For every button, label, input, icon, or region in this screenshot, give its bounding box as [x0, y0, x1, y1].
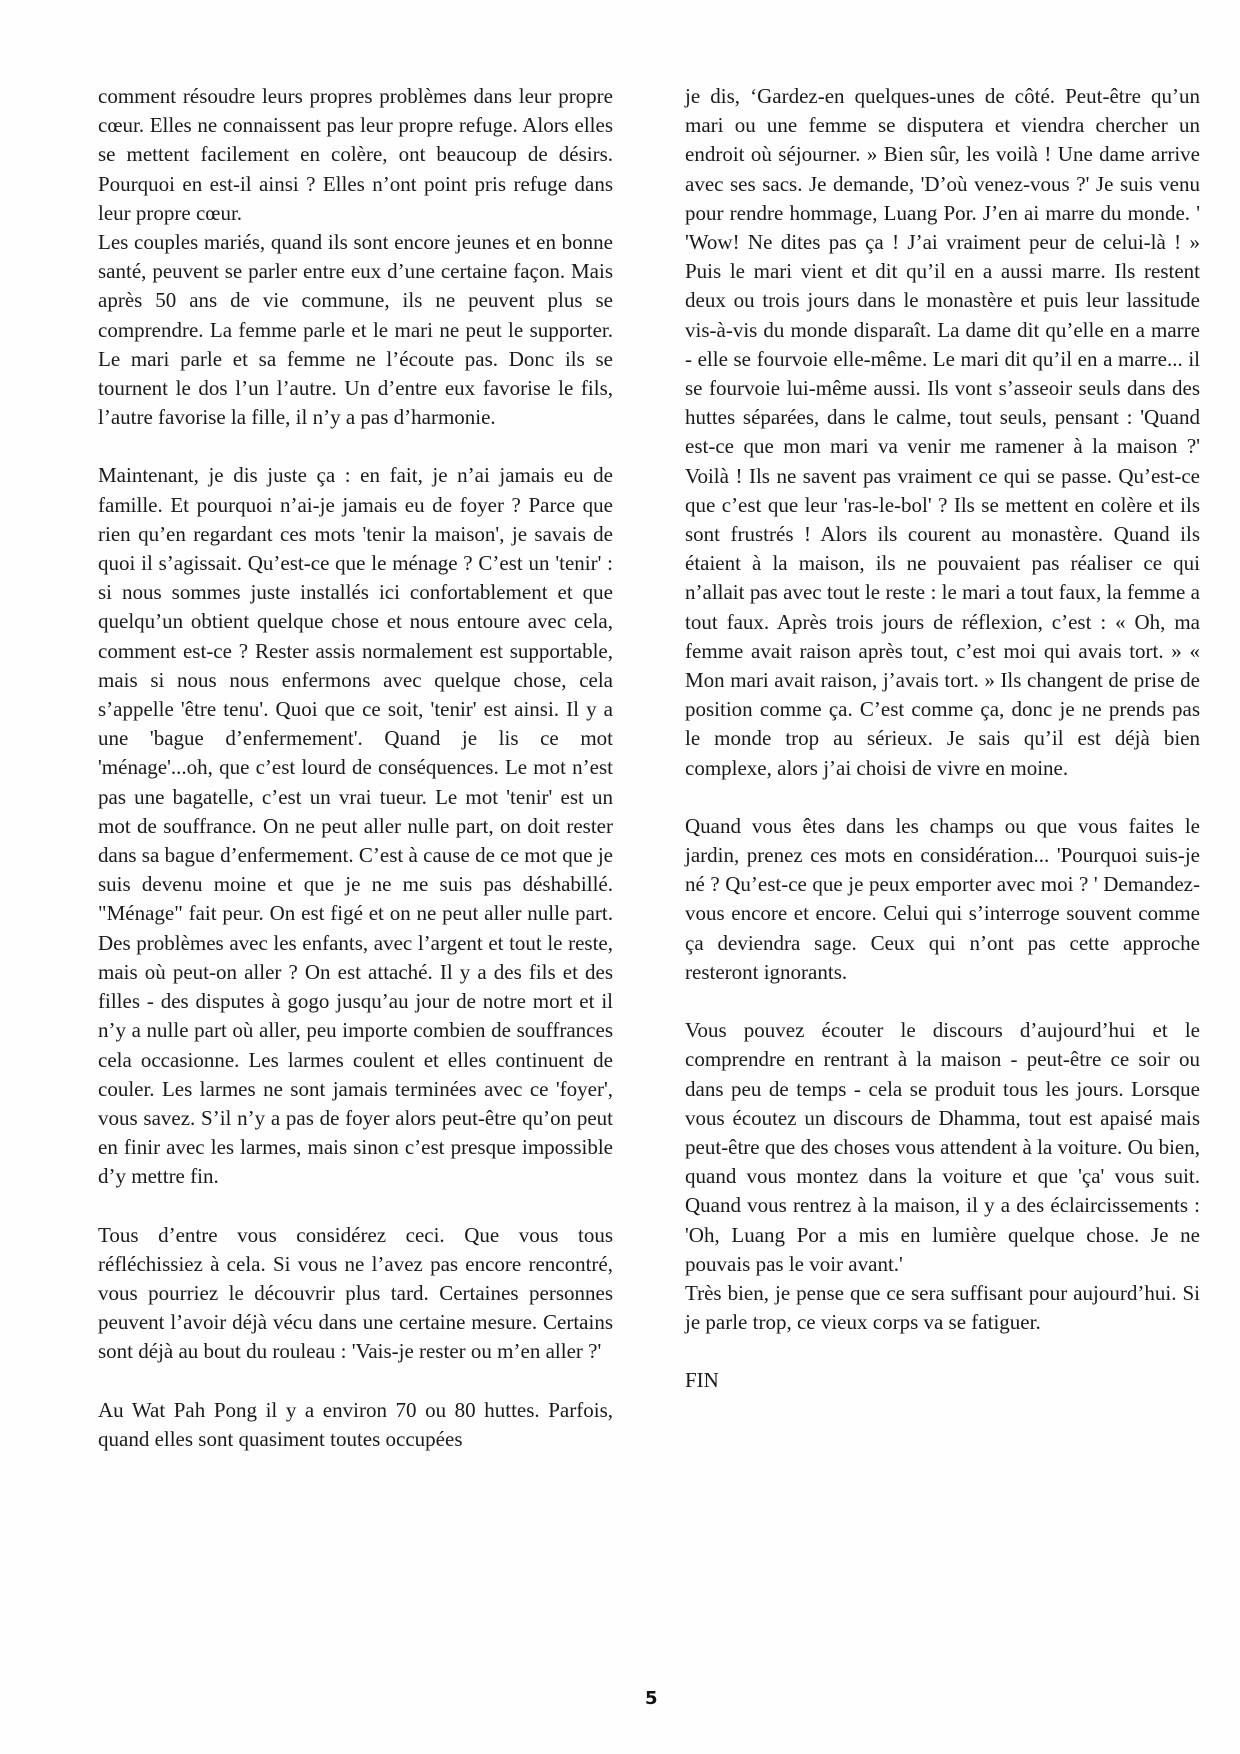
paragraph: Vous pouvez écouter le discours d’aujourd’hui et le comprendre en rentrant à la maison - peut-être ce soir ou dans peu de temps - cela se produit tous les jours. Lorsque vous écoutez un discours de Dhamma, tout est apaisé mais peut-être que des choses vous attendent à la voiture. Ou bien, quand vous montez dans la voiture et que 'ça' vous suit. Quand vous rentrez à la maison, il y a des éclaircissements : 'Oh, Luang Por a mis en lumière quelque chose. Je ne pouvais pas le voir avant.': [685, 1018, 1200, 1276]
page-number: 5: [645, 1688, 658, 1709]
right-column: [685, 82, 1200, 1396]
end-marker: FIN: [685, 1368, 719, 1393]
paragraph: Les couples mariés, quand ils sont encore jeunes et en bonne santé, peuvent se parler entre eux d’une certaine façon. Mais après 50 ans de vie commune, ils ne peuvent plus se comprendre. La femme parle et le mari ne peut le supporter. Le mari parle et sa femme ne l’écoute pas. Donc ils se tournent le dos l’un l’autre. Un d’entre eux favorise le fils, l’autre favorise la fille, il n’y a pas d’harmonie.: [98, 230, 613, 430]
paragraph: Tous d’entre vous considérez ceci. Que vous tous réfléchissiez à cela. Si vous ne l’avez pas encore rencontré, vous pourriez le découvrir plus tard. Certaines personnes peuvent l’avoir déjà vécu dans une certaine mesure. Certains sont déjà au bout du rouleau : 'Vais-je rester ou m’en aller ?': [98, 1222, 613, 1364]
paragraph: Maintenant, je dis juste ça : en fait, je n’ai jamais eu de famille. Et pourquoi n’ai-je jamais eu de foyer ? Parce que rien qu’en regardant ces mots 'tenir la maison', je savais de quoi il s’agissait. Qu’est-ce que le ménage ? C’est un 'tenir' : si nous sommes juste installés ici confortablement et que quelqu’un obtient quelque chose et nous entoure avec cela, comment est-ce ? Rester assis normalement est supportable, mais si nous nous enfermons avec quelque chose, cela s’appelle 'être tenu'. Quoi que ce soit, 'tenir' est ainsi. Il y a une 'bague d’enfermement'. Quand je lis ce mot 'ménage'...oh, que c’est lourd de conséquences. Le mot n’est pas une bagatelle, c’est un vrai tueur. Le mot 'tenir' est un mot de souffrance. On ne peut aller nulle part, on doit rester dans sa bague d’enfermement. C’est à cause de ce mot que je suis devenu moine et que je ne me suis pas déshabillé. "Ménage" fait peur. On est figé et on ne peut aller nulle part. Des problèmes avec les enfants, avec l’argent et tout le reste, mais où peut-on aller ? On est attaché. Il y a des fils et des filles - des disputes à gogo jusqu’au jour de notre mort et il n’y a nulle part où aller, peu importe combien de souffrances cela occasionne. Les larmes coulent et elles continuent de couler. Les larmes ne sont jamais terminées avec ce 'foyer', vous savez. S’il n’y a pas de foyer alors peut-être qu’on peut en finir avec les larmes, mais sinon c’est presque impossible d’y mettre fin.: [98, 463, 613, 1189]
paragraph: Très bien, je pense que ce sera suffisant pour aujourd’hui. Si je parle trop, ce vieux corps va se fatiguer.: [685, 1280, 1200, 1335]
paragraph: comment résoudre leurs propres problèmes dans leur propre cœur. Elles ne connaissent pas leur propre refuge. Alors elles se mettent facilement en colère, ont beaucoup de désirs. Pourquoi en est-il ainsi ? Elles n’ont point pris refuge dans leur propre cœur.: [98, 84, 613, 225]
left-column: [98, 82, 613, 1454]
paragraph: Au Wat Pah Pong il y a environ 70 ou 80 huttes. Parfois, quand elles sont quasiment toutes occupées: [98, 1397, 613, 1451]
paragraph: Quand vous êtes dans les champs ou que vous faites le jardin, prenez ces mots en considération... 'Pourquoi suis-je né ? Qu’est-ce que je peux emporter avec moi ? ' Demandez-vous encore et encore. Celui qui s’interroge souvent comme ça deviendra sage. Ceux qui n’ont pas cette approche resteront ignorants.: [685, 813, 1200, 984]
paragraph: je dis, ‘Gardez-en quelques-unes de côté. Peut-être qu’un mari ou une femme se disputera et viendra chercher un endroit où séjourner. » Bien sûr, les voilà ! Une dame arrive avec ses sacs. Je demande, 'D’où venez-vous ?' Je suis venu pour rendre hommage, Luang Por. J’en ai marre du monde. ' 'Wow! Ne dites pas ça ! J’ai vraiment peur de celui-là ! » Puis le mari vient et dit qu’il en a aussi marre. Ils restent deux ou trois jours dans le monastère et puis leur lassitude vis-à-vis du monde disparaît. La dame dit qu’elle en a marre - elle se fourvoie elle-même. Le mari dit qu’il en a marre... il se fourvoie lui-même aussi. Ils vont s’asseoir seuls dans des huttes séparées, dans le calme, tout seuls, pensant : 'Quand est-ce que mon mari va venir me ramener à la maison ?' Voilà ! Ils ne savent pas vraiment ce qui se passe. Qu’est-ce que c’est que leur 'ras-le-bol' ? Ils se mettent en colère et ils sont frustrés ! Alors ils courent au monastère. Quand ils étaient à la maison, ils ne pouvaient pas réaliser ce qui n’allait pas avec tout le reste : le mari a tout faux, la femme a tout faux. Après trois jours de réflexion, c’est : « Oh, ma femme avait raison après tout, c’est moi qui avais tort. » « Mon mari avait raison, j’avais tort. » Ils changent de prise de position comme ça. C’est comme ça, donc je ne prends pas le monde trop au sérieux. Je sais qu’il est déjà bien complexe, alors j’ai choisi de vivre en moine.: [685, 84, 1200, 780]
